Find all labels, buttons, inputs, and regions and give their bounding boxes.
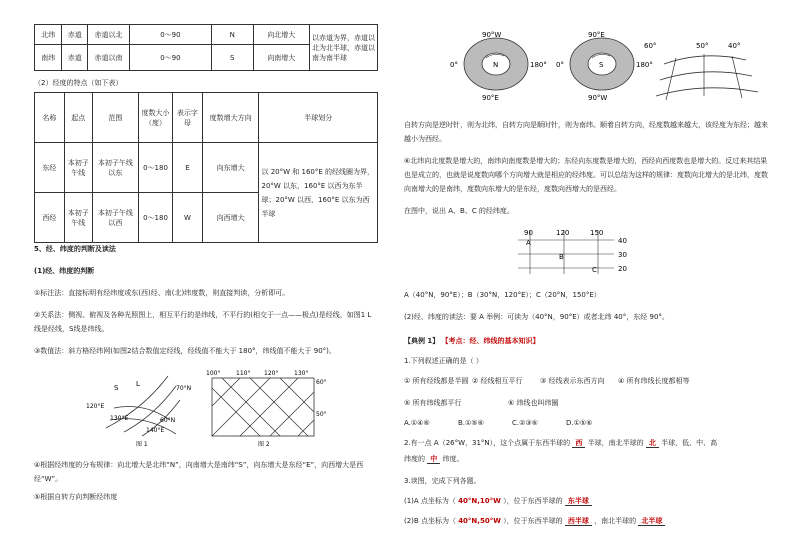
cell: 向南增大 — [253, 45, 309, 71]
question-2 — [404, 438, 774, 449]
example-tag: 【典例 1】 — [404, 337, 440, 345]
q2-text: 2.有一点 A（26°W，31°N），这个点属于东西半球的 — [404, 439, 571, 447]
fan-label: 40° — [728, 42, 741, 50]
fig2-top-label: 110° — [236, 370, 251, 377]
q1-option: ③ 经线表示东西方向 — [540, 377, 605, 385]
cell: 以 20°W 和 160°E 的经线圈为界，20°W 以东，160°E 以西为东半球；20°W 以西，160°E 以东为西半球 — [259, 143, 378, 243]
q3-answer: 东半球 — [565, 497, 592, 506]
cell: 向西增大 — [202, 193, 259, 243]
cell: E — [172, 143, 202, 193]
cell: 本初子午线以西 — [92, 193, 138, 243]
cell: 0～180 — [139, 143, 173, 193]
q3-coord: 40°N,10°W — [458, 497, 501, 505]
q2-answer: 中 — [427, 455, 440, 464]
grid-right-label: 30 — [618, 251, 627, 259]
q1-option: ⑤ 所有纬线都平行 — [404, 399, 462, 407]
cell: 向东增大 — [202, 143, 259, 193]
fan-label: 60° — [644, 42, 657, 50]
grid-question: 在图中，说出 A、B、C 的经纬度。 — [404, 207, 514, 215]
polar-label: 90°E — [588, 31, 605, 39]
fig1-label: 140°E — [146, 427, 165, 434]
cell: 本初子午线 — [64, 143, 92, 193]
cell: 本初子午线以东 — [92, 143, 138, 193]
fig1-label: 130°E — [110, 415, 129, 422]
cell: 向北增大 — [253, 25, 309, 45]
header-cell: 表示字母 — [172, 93, 202, 143]
latitude-table — [34, 24, 378, 71]
q1-option: ① 所有经线都是半圆 — [404, 377, 469, 385]
header-cell: 名称 — [35, 93, 65, 143]
fig1-caption: 图 1 — [136, 441, 148, 448]
cell: 以赤道为界，赤道以北为北半球，赤道以南为南半球 — [310, 25, 378, 71]
q1-choice-d: D.①⑤⑥ — [566, 419, 593, 427]
q3-part-2 — [404, 516, 665, 527]
q3-text: ），位于东西半球的 — [503, 517, 563, 525]
grid-point: B — [559, 253, 564, 261]
cell: N — [211, 25, 253, 45]
question-1: 1.下列叙述正确的是（ ） — [404, 357, 483, 365]
reading-method: (2)经、纬度的读法：要 A 举例：可读为（40°N，90°E）或者北纬 40°，东经 90°。 — [404, 313, 669, 321]
polar-label: 0° — [450, 61, 458, 69]
q1-option: ② 经线相互平行 — [472, 377, 523, 385]
lat-lon-grid — [514, 226, 634, 276]
figure-1 — [84, 368, 194, 448]
question-3: 3.读图，完成下列各题。 — [404, 477, 481, 485]
question-2-line2 — [404, 454, 463, 465]
polar-label: 180° — [636, 61, 653, 69]
fig1-label-s: S — [114, 384, 119, 392]
grid-top-label: 90 — [524, 229, 533, 237]
polar-label: N — [493, 61, 499, 69]
fig1-label: 60°N — [160, 417, 176, 424]
fig2-caption: 图 2 — [258, 441, 270, 448]
header-cell: 范围 — [92, 93, 138, 143]
q2-answer: 西 — [572, 439, 585, 448]
q3-part-1 — [404, 496, 592, 507]
fig1-label-l: L — [136, 380, 140, 388]
q1-option: ⑥ 纬线也叫纬圈 — [508, 399, 559, 407]
section-heading: 5、经、纬度的判断及读法 — [34, 245, 116, 253]
q2-text: 纬度的 — [404, 455, 425, 463]
longitude-table — [34, 92, 378, 243]
grid-top-label: 150 — [590, 229, 604, 237]
cell: 南纬 — [35, 45, 62, 71]
section-title: （2）经度的特点（如下表） — [34, 79, 123, 87]
q3-answer: 西半球 — [565, 517, 592, 526]
grid-top-label: 120 — [556, 229, 570, 237]
header-cell: 半球划分 — [259, 93, 378, 143]
q1-choice-c: C.②③⑥ — [512, 419, 538, 427]
cell: 东经 — [35, 143, 65, 193]
fig2-top-label: 100° — [206, 370, 221, 377]
q2-text: 半球，南北半球的 — [587, 439, 644, 447]
fig2-right-label: 60° — [316, 379, 327, 386]
cell: 西经 — [35, 193, 65, 243]
rotation-paragraph: 自转方向是逆时针，则为北纬，自转方向是顺时针，则为南纬。顺着自转方向，经度数越来越大，该经度为东经；越来越小为西经。 — [404, 121, 768, 143]
q3-answer: 北半球 — [638, 517, 665, 526]
figure-2 — [200, 366, 340, 450]
cell: 赤道 — [62, 25, 88, 45]
fig2-top-label: 130° — [294, 370, 309, 377]
q3-text: ），位于东西半球的 — [503, 497, 563, 505]
cell: 0～180 — [139, 193, 173, 243]
header-cell: 度数大小（度） — [139, 93, 173, 143]
method-3: ③数值法：斜方格经纬网(如图2结合数值定经线，经线值不能大于 180°，纬线值不能大于 90°)。 — [34, 347, 336, 355]
q2-answer: 北 — [646, 439, 659, 448]
method-4: ④根据经纬度的分布规律：向北增大是北纬“N”，向南增大是南纬“S”，向东增大是东经“E”，向西增大是西经“W”。 — [34, 461, 364, 483]
q3-text: (1)A 点坐标为（ — [404, 497, 456, 505]
polar-label: 90°W — [588, 94, 608, 102]
grid-answer: A（40°N，90°E）；B（30°N，120°E）；C（20°N，150°E） — [404, 291, 601, 299]
example-header — [404, 336, 540, 347]
q2-text: 半球，低、中、高 — [661, 439, 718, 447]
header-cell: 起点 — [64, 93, 92, 143]
q1-option: ④ 所有纬线长度都相等 — [618, 377, 690, 385]
cell: 本初子午线 — [64, 193, 92, 243]
cell: 赤道以南 — [88, 45, 130, 71]
header-cell: 度数增大方向 — [202, 93, 259, 143]
method-2: ②关系法：侧视、俯视及各种光照图上，相互平行的是纬线，不平行的(相交于一点——极点)是经线，如图1 L线是经线，S线是纬线。 — [34, 311, 372, 333]
q3-text: (2)B 点坐标为（ — [404, 517, 456, 525]
grid-point: A — [526, 239, 531, 247]
cell: 赤道以北 — [88, 25, 130, 45]
cell: 0～90 — [129, 25, 211, 45]
cell: 北纬 — [35, 25, 62, 45]
fan-label: 50° — [696, 42, 709, 50]
method-1: ①标注法：直接标明有经纬度或东(西)经、南(北)纬度数，则直接判读，分析即可。 — [34, 289, 290, 297]
cell: W — [172, 193, 202, 243]
q3-text: ，南北半球的 — [594, 517, 637, 525]
section-heading: (1)经、纬度的判断 — [34, 267, 95, 275]
grid-right-label: 40 — [618, 237, 627, 245]
cell: 0～90 — [129, 45, 211, 71]
grid-right-label: 20 — [618, 265, 627, 273]
polar-label: 0° — [556, 61, 564, 69]
polar-label: S — [599, 61, 604, 69]
q3-coord: 40°N,50°W — [458, 517, 501, 525]
example-topic: 【考点：经、纬线的基本知识】 — [441, 337, 540, 345]
fig1-label: 70°N — [176, 385, 192, 392]
fig2-right-label: 50° — [316, 411, 327, 418]
q1-choice-a: A.①④⑥ — [404, 419, 430, 427]
grid-point: C — [592, 266, 597, 274]
q1-choice-b: B.①⑤⑥ — [458, 419, 484, 427]
polar-diagrams — [446, 28, 766, 104]
polar-label: 90°E — [482, 94, 499, 102]
rule-paragraph: ⑥北纬向北度数是增大的，南纬向南度数是增大的；东经向东度数是增大的，西经向西度数也是增大的。反过来其结果也是成立的，也就是说度数向哪个方向增大就是相应的经纬度。可以总结为这样的规律：度数向北增大的是北纬，度数向南增大的是南纬，度数向东增大的是东经，度数向西增大的是西经。 — [404, 157, 768, 193]
q2-text: 纬度。 — [442, 455, 464, 463]
cell: 赤道 — [62, 45, 88, 71]
method-5: ⑤根据自转方向判断经纬度 — [34, 493, 118, 501]
polar-label: 90°W — [482, 31, 502, 39]
fig1-label: 120°E — [86, 403, 105, 410]
cell: S — [211, 45, 253, 71]
fig2-top-label: 120° — [264, 370, 279, 377]
polar-label: 180° — [530, 61, 547, 69]
